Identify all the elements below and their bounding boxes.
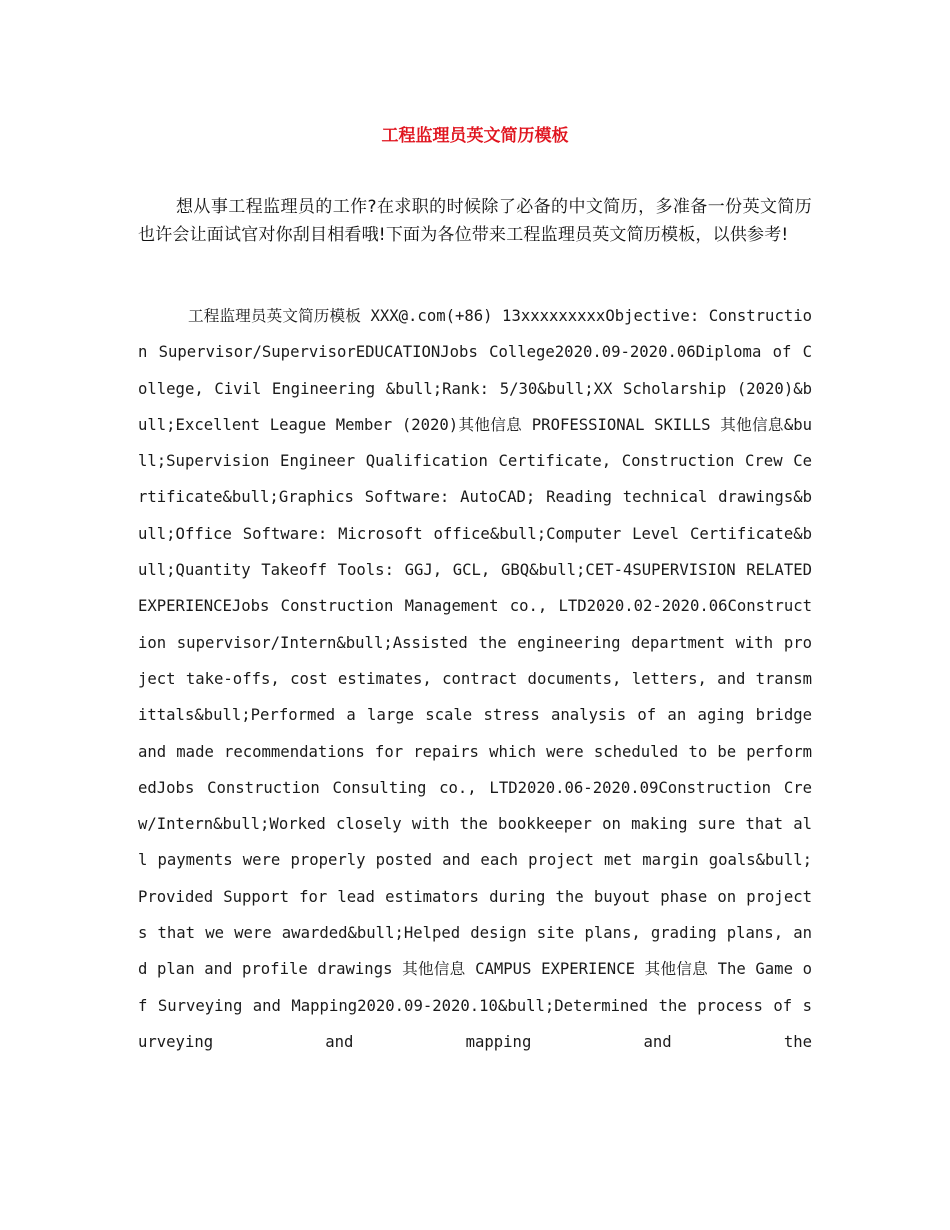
document-title: 工程监理员英文简历模板 [381, 126, 569, 146]
intro-paragraph: 想从事工程监理员的工作?在求职的时候除了必备的中文简历，多准备一份英文简历也许会让面试官对你刮目相看哦!下面为各位带来工程监理员英文简历模板，以供参考! [138, 197, 812, 245]
resume-body-paragraph: 工程监理员英文简历模板 XXX@.com(+86) 13xxxxxxxxxObjective: Construction Supervisor/SupervisorEDUCATIONJobs College2020.09-2020.06Diploma of College, Civil Engineering &bull;Rank: 5/30&bull;XX Scholarship (2020)&bull;Excellent League Member (2020)其他信息 PROFESSIONAL SKILLS 其他信息&bull;Supervision Engineer Qualification Certificate, Construction Crew Certificate&bull;Graphics Software: AutoCAD; Reading technical drawings&bull;Office Software: Microsoft office&bull;Computer Level Certificate&bull;Quantity Takeoff Tools: GGJ, GCL, GBQ&bull;CET-4SUPERVISION RELATED EXPERIENCEJobs Construction Management co., LTD2020.02-2020.06Construction supervisor/Intern&bull;Assisted the engineering department with project take-offs, cost estimates, contract documents, letters, and transmittals&bull;Performed a large scale stress analysis of an aging bridge and made recommendations for repairs which were scheduled to be performedJobs Construction Consulting co., LTD2020.06-2020.09Construction Crew/Intern&bull;Worked closely with the bookkeeper on making sure that all payments were properly posted and each project met margin goals&bull;Provided Support for lead estimators during the buyout phase on projects that we were awarded&bull;Helped design site plans, grading plans, and plan and profile drawings 其他信息 CAMPUS EXPERIENCE 其他信息 The Game of Surveying and Mapping2020.09-2020.10&bull;Determined the process of surveying and mapping and the [138, 307, 812, 1051]
